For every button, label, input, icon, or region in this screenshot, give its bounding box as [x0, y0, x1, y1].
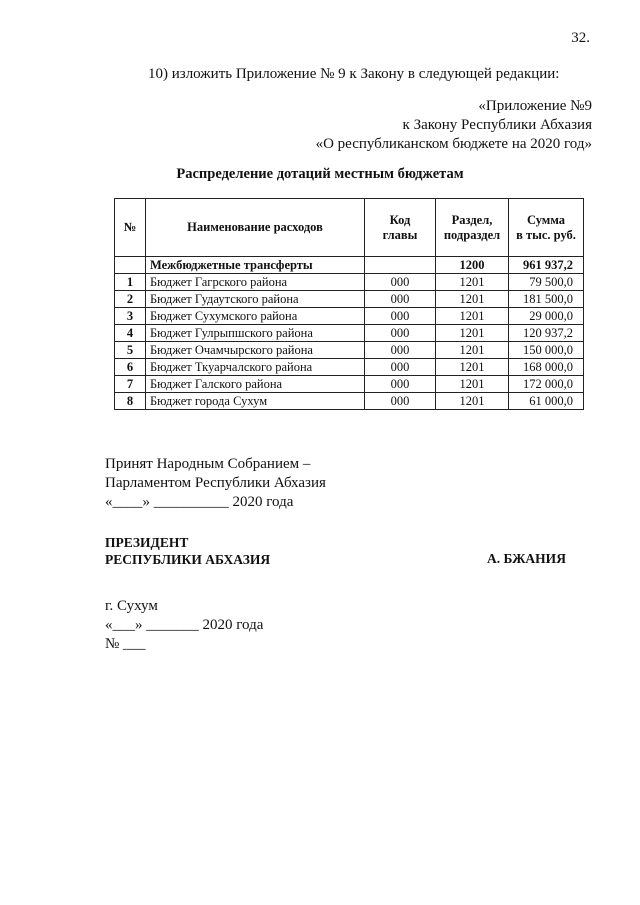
appendix-line-2: к Закону Республики Абхазия	[402, 117, 592, 133]
row-name: Бюджет Гулрыпшского района	[146, 325, 365, 342]
table-title: Распределение дотаций местным бюджетам	[176, 166, 464, 182]
table-row	[115, 342, 584, 359]
row-num: 2	[115, 291, 146, 308]
row-section: 1201	[436, 325, 509, 342]
table-row	[115, 359, 584, 376]
subsidies-table	[114, 198, 584, 410]
row-sum: 181 500,0	[509, 291, 584, 308]
header-code-line-1: Код	[389, 212, 411, 227]
president-title-line-2: РЕСПУБЛИКИ АБХАЗИЯ	[105, 552, 271, 567]
row-code: 000	[365, 325, 436, 342]
row-sum: 61 000,0	[509, 393, 584, 410]
total-num-cell	[115, 257, 146, 274]
row-num: 7	[115, 376, 146, 393]
total-sum-cell: 961 937,2	[509, 257, 584, 274]
adoption-line-1: Принят Народным Собранием –	[105, 456, 311, 472]
row-code: 000	[365, 376, 436, 393]
row-code: 000	[365, 393, 436, 410]
row-num: 5	[115, 342, 146, 359]
signing-date: «___» _______ 2020 года	[105, 617, 264, 633]
row-num: 8	[115, 393, 146, 410]
row-code: 000	[365, 308, 436, 325]
header-section-line-1: Раздел,	[451, 212, 493, 227]
row-section: 1201	[436, 393, 509, 410]
row-name: Бюджет Гагрского района	[146, 274, 365, 291]
row-section: 1201	[436, 342, 509, 359]
header-section-line-2: подраздел	[443, 227, 501, 242]
row-name: Бюджет Галского района	[146, 376, 365, 393]
row-sum: 120 937,2	[509, 325, 584, 342]
row-name: Бюджет Сухумского района	[146, 308, 365, 325]
president-title	[105, 534, 270, 568]
row-num: 4	[115, 325, 146, 342]
appendix-header	[316, 97, 592, 154]
header-sum	[509, 199, 584, 257]
header-code	[365, 199, 436, 257]
table-row	[115, 376, 584, 393]
row-sum: 29 000,0	[509, 308, 584, 325]
row-name: Бюджет города Сухум	[146, 393, 365, 410]
row-sum: 168 000,0	[509, 359, 584, 376]
law-number: № ___	[105, 636, 146, 652]
adoption-line-2: Парламентом Республики Абхазия	[105, 475, 326, 491]
header-section	[436, 199, 509, 257]
row-code: 000	[365, 359, 436, 376]
row-num: 3	[115, 308, 146, 325]
header-num: №	[115, 199, 146, 257]
header-code-line-2: главы	[382, 227, 418, 242]
row-code: 000	[365, 342, 436, 359]
president-name: А. БЖАНИЯ	[487, 551, 566, 566]
row-sum: 172 000,0	[509, 376, 584, 393]
row-name: Бюджет Ткуарчалского района	[146, 359, 365, 376]
total-section-cell: 1200	[436, 257, 509, 274]
president-title-line-1: ПРЕЗИДЕНТ	[105, 535, 189, 550]
table-total-row	[115, 257, 584, 274]
row-sum: 150 000,0	[509, 342, 584, 359]
table-row	[115, 291, 584, 308]
row-sum: 79 500,0	[509, 274, 584, 291]
row-name: Бюджет Гудаутского района	[146, 291, 365, 308]
row-code: 000	[365, 274, 436, 291]
row-code: 000	[365, 291, 436, 308]
table-row	[115, 325, 584, 342]
row-name: Бюджет Очамчырского района	[146, 342, 365, 359]
row-section: 1201	[436, 274, 509, 291]
adoption-date: «____» __________ 2020 года	[105, 494, 294, 510]
place-date-block	[105, 597, 263, 654]
adoption-block	[105, 455, 326, 512]
row-section: 1201	[436, 308, 509, 325]
amendment-intro: 10) изложить Приложение № 9 к Закону в следующей редакции:	[148, 66, 560, 82]
total-name-cell: Межбюджетные трансферты	[146, 257, 365, 274]
header-name: Наименование расходов	[146, 199, 365, 257]
table-row	[115, 393, 584, 410]
row-section: 1201	[436, 376, 509, 393]
city: г. Сухум	[105, 598, 158, 614]
table-row	[115, 274, 584, 291]
page-number: 32.	[571, 30, 590, 46]
table-header-row	[115, 199, 584, 257]
row-num: 1	[115, 274, 146, 291]
header-sum-line-2: в тыс. руб.	[516, 227, 576, 242]
row-num: 6	[115, 359, 146, 376]
appendix-line-1: «Приложение №9	[478, 98, 592, 114]
total-code-cell	[365, 257, 436, 274]
table-row	[115, 308, 584, 325]
appendix-line-3: «О республиканском бюджете на 2020 год»	[315, 136, 592, 152]
row-section: 1201	[436, 359, 509, 376]
row-section: 1201	[436, 291, 509, 308]
header-sum-line-1: Сумма	[527, 212, 565, 227]
